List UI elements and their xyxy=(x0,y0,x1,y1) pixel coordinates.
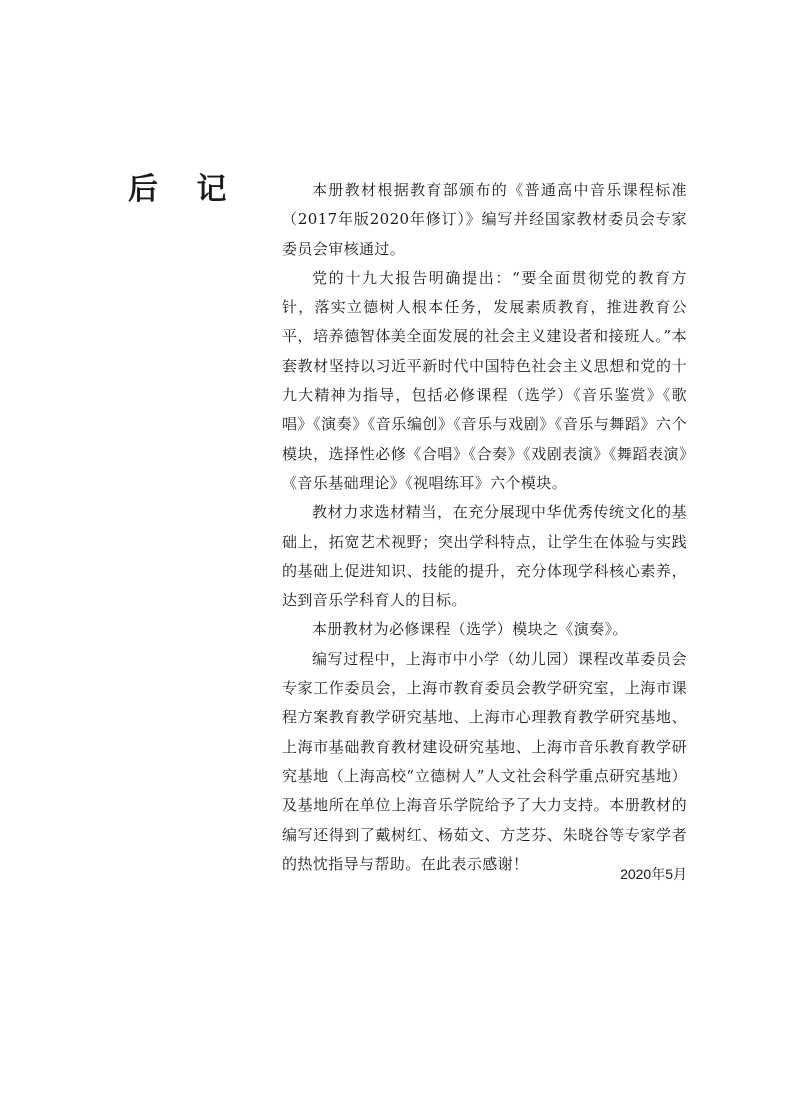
date-line: 2020年5月 xyxy=(620,866,687,882)
paragraph-module: 本册教材为必修课程（选学）模块之《演奏》。 xyxy=(312,620,628,639)
page-title: 后 记 xyxy=(128,172,241,207)
paragraph-guiding-principle: 党的十九大报告明确提出：“要全面贯彻党的教育方针，落实立德树人根本任务，发展素质教育，推进教育公平，培养德智体美全面发展的社会主义建设者和接班人。”本套教材坚持以习近平新时代中国特色社会主义思想和党的十九大精神为指导，包括必修课程（选学）《音乐鉴赏》《歌唱》《演奏》《音乐编创》《音乐与戏剧》《音乐与舞蹈》六个模块，选择性必修《合唱》《合奏》《戏剧表演》《舞蹈表演》《音乐基础理论》《视唱练耳》六个模块。 xyxy=(282,268,687,492)
paragraph-standard: 本册教材根据教育部颁布的《普通高中音乐课程标准（2017年版2020年修订）》编写并经国家教材委员会专家委员会审核通过。 xyxy=(282,181,687,258)
paragraph-content-goals: 教材力求选材精当，在充分展现中华优秀传统文化的基础上，拓宽艺术视野；突出学科特点，让学生在体验与实践的基础上促进知识、技能的提升，充分体现学科核心素养，达到音乐学科育人的目标。 xyxy=(282,503,687,610)
body-text xyxy=(282,176,687,879)
paragraph-acknowledgements: 编写过程中，上海市中小学（幼儿园）课程改革委员会专家工作委员会，上海市教育委员会教学研究室，上海市课程方案教育教学研究基地、上海市心理教育教学研究基地、上海市基础教育教材建设研究基地、上海市音乐教育教学研究基地（上海高校“立德树人”人文社会科学重点研究基地）及基地所在单位上海音乐学院给予了大力支持。本册教材的编写还得到了戴树红、杨茹文、方芝芬、朱晓谷等专家学者的热忱指导与帮助。在此表示感谢！ xyxy=(282,649,687,873)
